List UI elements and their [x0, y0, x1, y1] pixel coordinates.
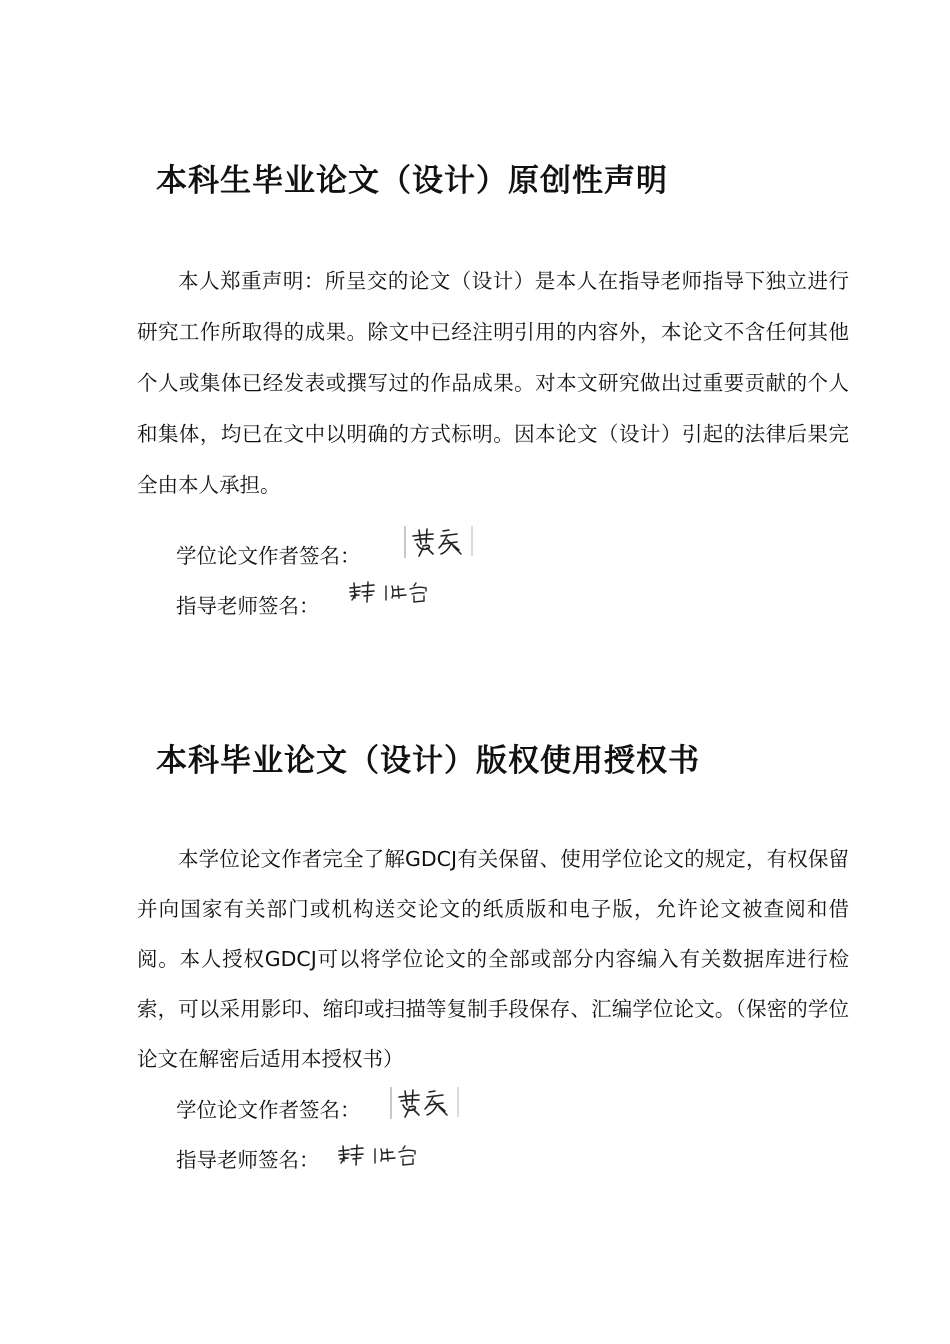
declaration-advisor-signature-label: 指导老师签名：	[176, 594, 320, 618]
authorization-author-signature-label: 学位论文作者签名：	[176, 1098, 361, 1122]
authorization-body: 本学位论文作者完全了解GDCJ有关保留、使用学位论文的规定，有权保留并向国家有关部门或机构送交论文的纸质版和电子版，允许论文被查阅和借阅。本人授权GDCJ可以将学位论文的全部或部分内容编入有关数据库进行检索，可以采用影印、缩印或扫描等复制手段保存、汇编学位论文。（保密的学位论文在解密后适用本授权书）	[137, 847, 849, 1071]
declaration-body: 本人郑重声明：所呈交的论文（设计）是本人在指导老师指导下独立进行研究工作所取得的成果。除文中已经注明引用的内容外，本论文不含任何其他个人或集体已经发表或撰写过的作品成果。对本文研究做出过重要贡献的个人和集体，均已在文中以明确的方式标明。因本论文（设计）引起的法律后果完全由本人承担。	[137, 269, 849, 497]
declaration-title: 本科生毕业论文（设计）原创性声明	[156, 163, 668, 199]
author-handwritten-signature	[389, 1083, 461, 1123]
declaration-author-signature-label: 学位论文作者签名：	[176, 544, 361, 568]
advisor-handwritten-signature	[335, 1143, 425, 1169]
advisor-handwritten-signature	[346, 580, 436, 606]
author-handwritten-signature	[403, 522, 475, 562]
authorization-advisor-signature-label: 指导老师签名：	[176, 1148, 320, 1172]
authorization-title: 本科毕业论文（设计）版权使用授权书	[156, 743, 700, 779]
